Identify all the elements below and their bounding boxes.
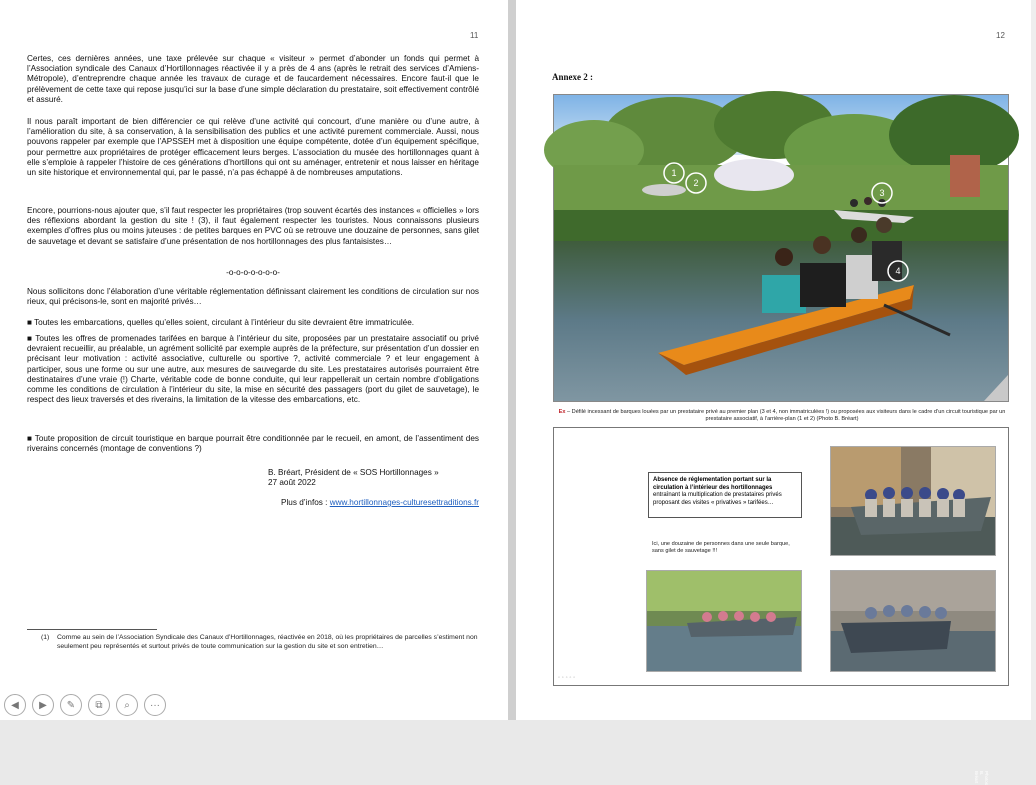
collage-panel bbox=[553, 427, 1009, 785]
page-gutter bbox=[508, 0, 516, 720]
photo-marker: 1 bbox=[671, 168, 677, 178]
previous-icon[interactable]: ◀ bbox=[4, 694, 26, 716]
photo-caption bbox=[552, 409, 1012, 424]
signature-line: B. Bréart, Président de « SOS Hortillonnages » bbox=[268, 468, 439, 477]
bullet-2: ■ Toutes les offres de promenades tarifées en barque à l’intérieur du site, proposées par un prestataire associatif ou privé devraient recueillir, au préalable, un agrément sollicité par exemple auprès de la préfecture, sur présentation d’un dossier en précisant leur motivation : activité associative, culturelle ou sportive ?, activité commerciale ? et leur engagement à participer, sous une forme ou sur une autre, aux mesures de sauvegarde du site. Les prestataires autorisés pourraient être destinataires d’une vraie (!) Charte, véritable code de bonne conduite, qui leur rappellerait un certain nombre d’obligations comme les conditions de circulation à l’intérieur du site, la mise en sécurité des passagers (port du gilet de sauvetage), le respect des lieux traversés et des riverains, la limitation de la vitesse des embarcations, etc. bbox=[27, 334, 479, 405]
page-icons: ◦ ◦ ◦ ◦ ◦ bbox=[558, 675, 576, 681]
collage-box-text: entraînant la multiplication de prestataires privés proposant des visites « privatives » tarifées… bbox=[653, 492, 782, 506]
document-page-left bbox=[0, 0, 508, 720]
paragraph-1: Certes, ces dernières années, une taxe prélevée sur chaque « visiteur » permet d’abonder un fonds qui permet à l’Association syndicale des Canaux d’Hortillonnages réactivée il y a près de 4 ans (après le retrait des services d’Amiens-Métropole), d’entreprendre chaque année les travaux de curage et de faucardement nécessaires. Encore faut-il que le prélèvement de cette taxe qui repose jusqu’ici sur la base d’une simple déclaration du prestataire, soit effectivement contrôlé et assuré. bbox=[27, 54, 479, 104]
collage-box-title: Absence de réglementation portant sur la circulation à l’intérieur des hortillonnages bbox=[653, 477, 773, 491]
scrollbar[interactable] bbox=[1031, 0, 1036, 720]
boats-photo bbox=[553, 94, 1009, 402]
paragraph-3: Encore, pourrions-nous ajouter que, s’il faut respecter les propriétaires (trop souvent écartés des instances « officielles » lors des réflexions abordant la gestion du site ! (3), il faut également respecter les touristes. Nous connaissons plusieurs exemples d’offres plus ou moins juteuses : de petites barques en PVC où se retrouve une douzaine de personnes, sans gilet de sauvetage et devant se satisfaire d’une présentation de nos hortillonnages des plus fantaisistes… bbox=[27, 206, 479, 246]
viewer-toolbar bbox=[4, 694, 166, 716]
footnote-divider bbox=[27, 629, 157, 630]
photo-marker: 2 bbox=[693, 178, 699, 188]
paragraph-2: Il nous paraît important de bien différencier ce qui relève d’une activité qui concourt, d’une manière ou d’une autre, à l’amélioration du site, à sa conservation, à la sensibilisation des publics et une activité purement commerciale. Aussi, nous pouvons rappeler par exemple que l’APSSEH met à disposition une équipe compétente, dotée d’un équipement spécifique, pour permettre aux propriétaires de protéger efficacement leurs berges. L’association du musée des hortillonnages quant à elle s’emploie à rappeler l’histoire de ces générations d’hortillons qui ont su aménager, entretenir et nous laisser en héritage un site historique et environnemental qui, par le passé, n’a pas échappé à de nombreuses amputations. bbox=[27, 117, 479, 178]
collage-textbox bbox=[648, 472, 802, 518]
caption-prefix: Ex bbox=[558, 409, 566, 415]
more-info bbox=[27, 498, 479, 508]
footnote-number: (1) bbox=[41, 634, 50, 641]
zoom-icon[interactable]: ⌕ bbox=[116, 694, 138, 716]
boats-photo-art bbox=[554, 95, 1008, 401]
photo-marker: 3 bbox=[879, 188, 885, 198]
paragraph-4: Nous sollicitons donc l’élaboration d’une véritable réglementation définissant clairement les conditions de circulation sur nos rieux, qui précisons-le, sont en majorité privés… bbox=[27, 287, 479, 307]
annex-title: Annexe 2 : bbox=[552, 72, 593, 82]
collage-note: Ici, une douzaine de personnes dans une seule barque, sans gilet de sauvetage !!! bbox=[652, 541, 790, 555]
photo-marker: 4 bbox=[895, 266, 901, 276]
bullet-1: ■ Toutes les embarcations, quelles qu’elles soient, circulant à l’intérieur du site devraient être immatriculée. bbox=[27, 318, 415, 327]
section-separator: -o-o-o-o-o-o-o- bbox=[226, 268, 280, 277]
website-link[interactable]: www.hortillonnages-culturesettraditions.fr bbox=[329, 498, 479, 507]
collage-photo-top-right bbox=[830, 446, 996, 556]
collage-photo-bottom-left bbox=[646, 570, 802, 672]
page-number: 11 bbox=[470, 31, 479, 40]
photo-credit: Photos B. Bréart bbox=[974, 771, 989, 785]
document-page-right bbox=[516, 0, 1036, 785]
next-icon[interactable]: ▶ bbox=[32, 694, 54, 716]
signature-date: 27 août 2022 bbox=[268, 478, 316, 487]
collage-photo-bottom-right bbox=[830, 570, 996, 785]
more-info-label: Plus d’infos : bbox=[281, 498, 328, 507]
more-icon[interactable]: ··· bbox=[144, 694, 166, 716]
caption-text: – Défilé incessant de barques louées par un prestataire privé au premier plan (3 et 4, non immatriculées !) ou proposées aux visiteurs dans le cadre d’un circuit touristique par un prestataire associatif, à l’arrière-plan (1 et 2) (Photo B. Bréart) bbox=[565, 409, 1006, 423]
copy-icon[interactable]: ⧉ bbox=[88, 694, 110, 716]
page-number: 12 bbox=[996, 31, 1005, 40]
bullet-3: ■ Toute proposition de circuit touristique en barque pourrait être conditionnée par le recueil, en amont, de l’assentiment des riverains concernés (montage de conventions ?) bbox=[27, 434, 479, 454]
footnote-text: Comme au sein de l’Association Syndicale des Canaux d’Hortillonnages, réactivée en 2018, où les propriétaires de parcelles s’estiment non seulement peu représentés et surtout privés de toute communication sur la gestion du site et son entretien… bbox=[57, 634, 478, 650]
pen-icon[interactable]: ✎ bbox=[60, 694, 82, 716]
